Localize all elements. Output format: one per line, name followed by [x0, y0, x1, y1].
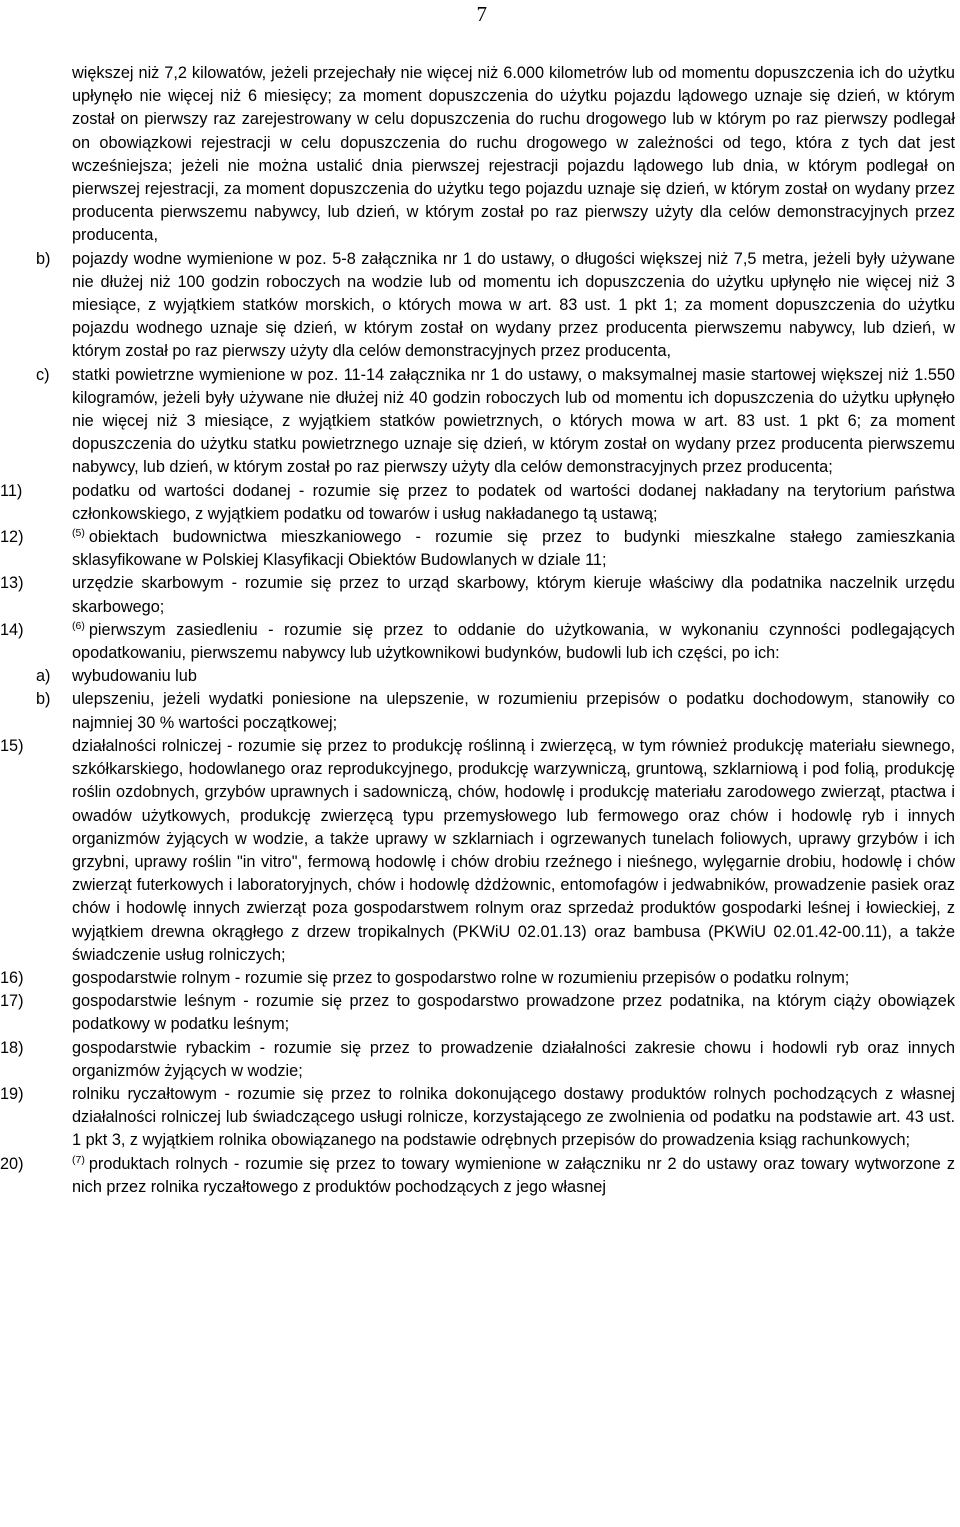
item-text: obiektach budownictwa mieszkaniowego - rozumie się przez to budynki mieszkalne stałego zamieszkania sklasyfikowane w Polskiej Klasyfikacji Obiektów Budowlanych w dziale 11;	[72, 528, 955, 570]
item-label: 19)	[0, 1084, 24, 1103]
item-label: 17)	[0, 992, 24, 1011]
item-text: ulepszeniu, jeżeli wydatki poniesione na ulepszenie, w rozumieniu przepisów o podatku dochodowym, stanowiły co najmniej 30 % wartości początkowej;	[72, 690, 955, 732]
item-text: gospodarstwie rolnym - rozumie się przez to gospodarstwo rolne w rozumieniu przepisów o podatku rolnym;	[72, 968, 850, 987]
item-text: wybudowaniu lub	[72, 667, 197, 686]
item-label: b)	[36, 249, 51, 268]
item-label: 20)	[0, 1154, 24, 1173]
definition-item	[0, 480, 960, 526]
footnote-marker: (7)	[72, 1153, 85, 1166]
item-text: działalności rolniczej - rozumie się przez to produkcję roślinną i zwierzęcą, w tym również produkcję materiału siewnego, szkółkarskiego, hodowlanego oraz reprodukcyjnego, produkcję warzywniczą, gruntową, szklarniową i pod folią, produkcję roślin ozdobnych, grzybów uprawnych i sadowniczą, chów, hodowlę i produkcję materiału zarodowego zwierząt, ptactwa i owadów użytkowych, produkcję zwierzęcą typu przemysłowego lub fermowego oraz chów i hodowlę ryb i innych organizmów żyjących w wodzie, a także uprawy w szklarniach i ogrzewanych tunelach foliowych, uprawy grzybów i ich grzybni, uprawy roślin "in vitro", fermową hodowlę i chów drobiu rzeźnego i nieśnego, wylęgarnie drobiu, hodowlę i chów zwierząt futerkowych i laboratoryjnych, chów i hodowlę dżdżownic, entomofagów i jedwabników, prowadzenie pasiek oraz chów i hodowlę innych zwierząt poza gospodarstwem rolnym oraz sprzedaż produktów gospodarki leśnej i łowieckiej, z wyjątkiem drewna okrągłego z drzew tropikalnych (PKWiU 02.01.13) oraz bambusa (PKWiU 02.01.42-00.11), a także świadczenie usług rolniczych;	[72, 736, 955, 964]
item-label: 14)	[0, 620, 24, 639]
definition-item	[0, 1153, 960, 1199]
item-label: a)	[36, 667, 51, 686]
item-text: gospodarstwie leśnym - rozumie się przez to gospodarstwo prowadzone przez podatnika, na którym ciąży obowiązek podatkowy w podatku leśnym;	[72, 992, 955, 1034]
item-label: 13)	[0, 574, 24, 593]
definition-item	[0, 967, 960, 990]
item-text: statki powietrzne wymienione w poz. 11-14 załącznika nr 1 do ustawy, o maksymalnej masie startowej większej niż 1.550 kilogramów, jeżeli były używane nie dłużej niż 40 godzin roboczych lub od momentu ich dopuszczenia do użytku upłynęło nie więcej niż 3 miesiące, z wyjątkiem statków powietrznych, o których mowa w art. 83 ust. 1 pkt 6; za moment dopuszczenia do użytku statku powietrznego uznaje się dzień, w którym został on wydany przez producenta pierwszemu nabywcy, lub dzień, w którym został po raz pierwszy użyty dla celów demonstracyjnych przez producenta;	[72, 365, 955, 477]
definition-item	[0, 572, 960, 618]
definition-item	[0, 735, 960, 967]
item-text: gospodarstwie rybackim - rozumie się przez to prowadzenie działalności zakresie chowu i hodowli ryb oraz innych organizmów żyjących w wodzie;	[72, 1038, 955, 1080]
item-text: produktach rolnych - rozumie się przez to towary wymienione w załączniku nr 2 do ustawy oraz towary wytworzone z nich przez rolnika ryczałtowego z produktów pochodzących z jego własnej	[72, 1154, 955, 1196]
item-label: 15)	[0, 736, 24, 755]
item-text: pojazdy wodne wymienione w poz. 5-8 załącznika nr 1 do ustawy, o długości większej niż 7,5 metra, jeżeli były używane nie dłużej niż 100 godzin roboczych na wodzie lub od momentu ich dopuszczenia do użytku upłynęło nie więcej niż 3 miesiące, z wyjątkiem statków morskich, o których mowa w art. 83 ust. 1 pkt 1; za moment dopuszczenia do użytku pojazdu wodnego uznaje się dzień, w którym został on wydany przez producenta pierwszemu nabywcy, lub dzień, w którym został po raz pierwszy użyty dla celów demonstracyjnych przez producenta,	[72, 249, 955, 361]
item-text: pierwszym zasiedleniu - rozumie się przez to oddanie do użytkowania, w wykonaniu czynności podlegających opodatkowaniu, pierwszemu nabywcy lub użytkownikowi budynków, budowli lub ich części, po ich:	[72, 620, 955, 663]
definition-item	[0, 1083, 960, 1153]
item-text: podatku od wartości dodanej - rozumie się przez to podatek od wartości dodanej nakładany na terytorium państwa członkowskiego, z wyjątkiem podatku od towarów i usług nakładanego tą ustawą;	[72, 481, 955, 523]
item-label: 11)	[0, 481, 23, 500]
sub-item	[0, 665, 960, 688]
item-text: większej niż 7,2 kilowatów, jeżeli przejechały nie więcej niż 6.000 kilometrów lub od momentu dopuszczenia ich do użytku upłynęło nie więcej niż 6 miesięcy; za moment dopuszczenia do użytku pojazdu lądowego uznaje się dzień, w którym został on pierwszy raz zarejestrowany w celu dopuszczenia do ruchu drogowego lub w którym po raz pierwszy podlegał on obowiązkowi rejestracji w celu dopuszczenia do ruchu drogowego w zależności od tego, która z tych dat jest wcześniejsza; jeżeli nie można ustalić dnia pierwszej rejestracji pojazdu lądowego lub dnia, w którym podlegał on pierwszej rejestracji, za moment dopuszczenia do użytku tego pojazdu uznaje się dzień, w którym został on wydany przez producenta pierwszemu nabywcy, lub dzień, w którym został po raz pierwszy użyty dla celów demonstracyjnych przez producenta,	[72, 64, 955, 245]
definition-item	[0, 990, 960, 1036]
definition-item	[0, 1037, 960, 1083]
definition-item	[0, 619, 960, 665]
document-body	[0, 62, 960, 1199]
item-text: rolniku ryczałtowym - rozumie się przez to rolnika dokonującego dostawy produktów rolnych pochodzących z własnej działalności rolniczej lub świadczącego usługi rolnicze, korzystającego ze zwolnienia od podatku na podstawie art. 43 ust. 1 pkt 3, z wyjątkiem rolnika obowiązanego na podstawie odrębnych przepisów do prowadzenia ksiąg rachunkowych;	[72, 1084, 955, 1150]
footnote-marker: (6)	[72, 619, 85, 632]
item-label: 16)	[0, 968, 24, 987]
paragraph-continuation	[0, 62, 960, 248]
footnote-marker: (5)	[72, 527, 85, 540]
page-number: 7	[476, 2, 487, 26]
definition-item	[0, 526, 960, 572]
item-label: c)	[36, 365, 50, 384]
item-label: b)	[36, 690, 51, 709]
sub-item	[0, 248, 960, 364]
item-text: urzędzie skarbowym - rozumie się przez to urząd skarbowy, którym kieruje właściwy dla podatnika naczelnik urzędu skarbowego;	[72, 574, 955, 616]
item-label: 12)	[0, 528, 24, 547]
item-label: 18)	[0, 1038, 24, 1057]
sub-item	[0, 688, 960, 734]
sub-item	[0, 364, 960, 480]
